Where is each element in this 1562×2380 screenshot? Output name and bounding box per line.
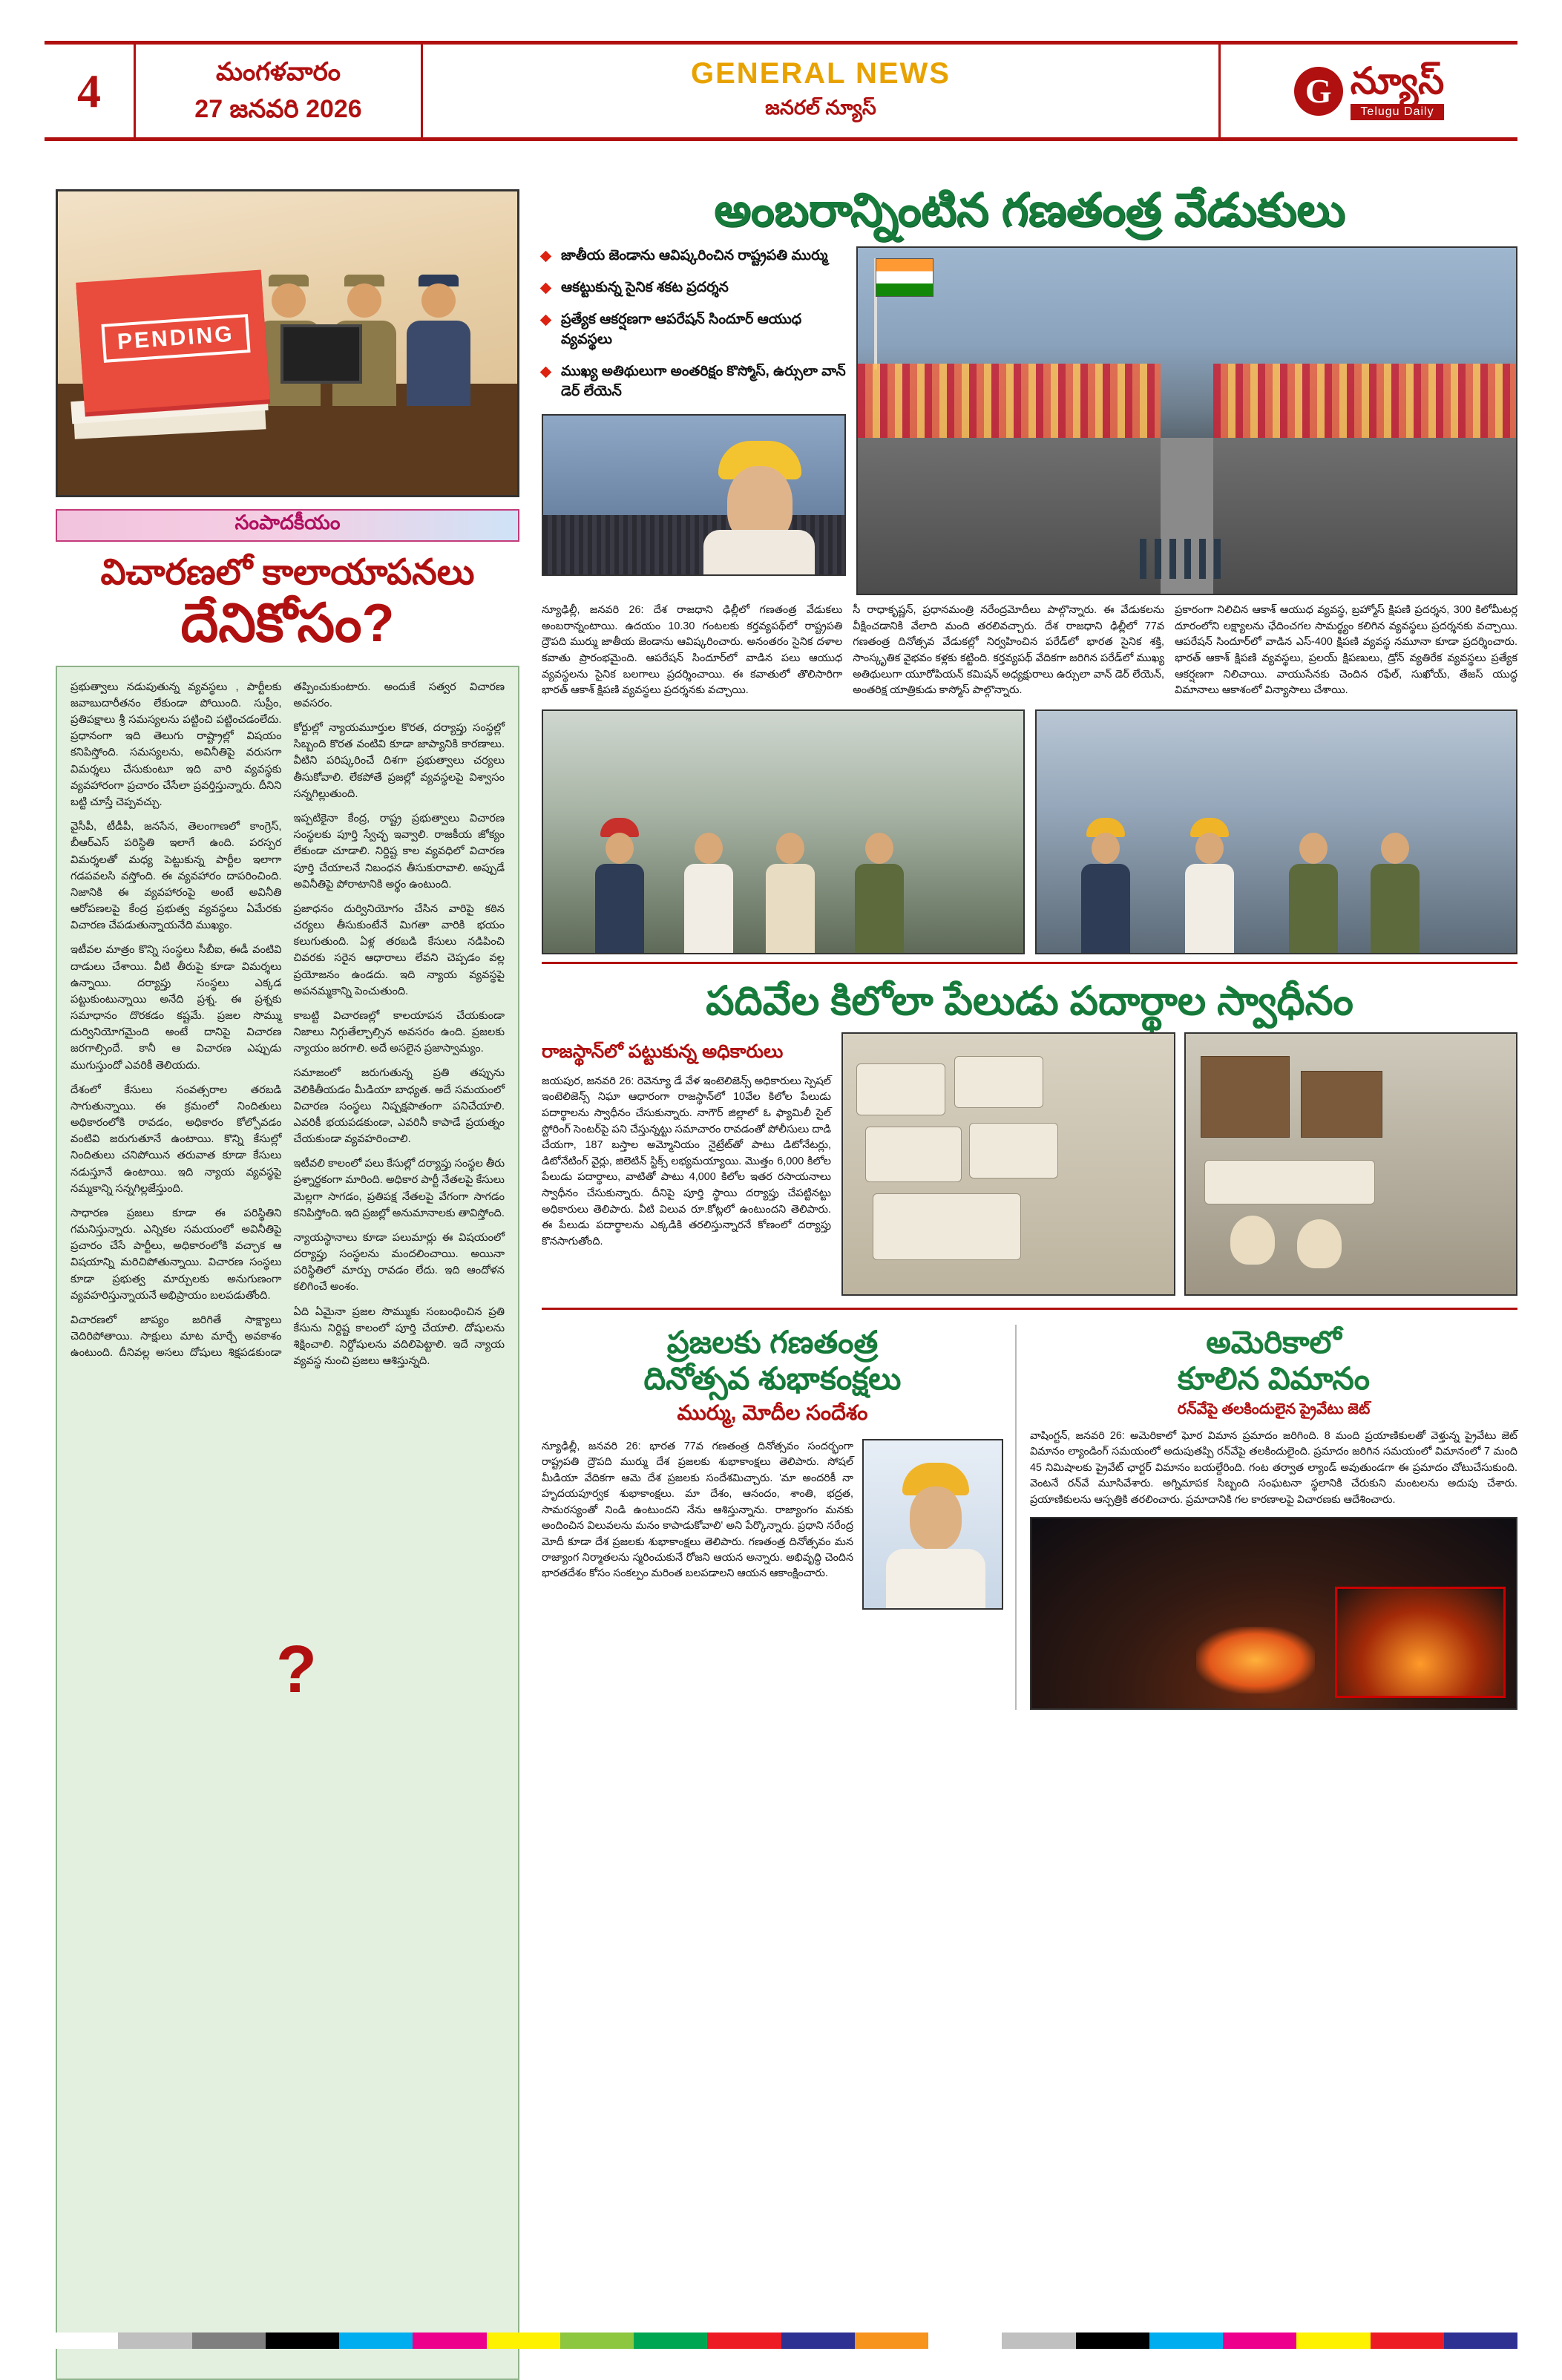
officer-figure — [1371, 833, 1420, 953]
face-shape — [910, 1486, 962, 1550]
logo-tagline: Telugu Daily — [1351, 104, 1445, 120]
color-swatch — [1444, 2333, 1517, 2349]
color-swatch — [781, 2333, 855, 2349]
editorial-paragraph: న్యాయస్థానాలు కూడా పలుమార్లు ఈ విషయంలో దర్యాప్తు సంస్థలను మందలించాయి. అయినా పరిస్థితిలో మార్పు రావడం లేదు. ఇది ఆందోళన కలిగించే అంశం. — [293, 1231, 505, 1294]
sack-shape — [969, 1123, 1058, 1178]
explosives-sacks-photo — [841, 1032, 1175, 1296]
editorial-paragraph: ఇటీవలి కాలంలో పలు కేసుల్లో దర్యాప్తు సంస్థల తీరు ప్రశ్నార్థకంగా మారింది. అధికార పార్టీ నేతలపై కేసులు మెల్లగా సాగడం, ప్రతిపక్ష నేతలపై వేగంగా సాగడం కనిపిస్తోంది. ఇది ప్రజల్లో అనుమానాలకు తావిస్తోంది. — [293, 1158, 505, 1219]
question-mark-ornament: ? — [276, 1632, 317, 1707]
seizure-text-column — [542, 1032, 831, 1296]
color-swatch — [1149, 2333, 1223, 2349]
divider — [542, 1308, 1517, 1310]
print-color-bar — [45, 2333, 1517, 2349]
color-swatch — [707, 2333, 781, 2349]
editorial-paragraph: ఏది ఏమైనా ప్రజల సొమ్ముకు సంబంధించిన ప్రతి కేసును నిర్దిష్ట కాలంలో పూర్తి చేయాలి. దోషులను శిక్షించాలి. నిర్దోషులను వదిలిపెట్టాలి. ఇదే న్యాయ వ్యవస్థ నుంచి ప్రజలు ఆశిస్తున్నది. — [293, 1305, 505, 1368]
attire-shape — [886, 1549, 985, 1608]
republic-day-headline: అంబరాన్నింటిన గణతంత్ర వేడుకులు — [714, 185, 1345, 236]
editorial-headline-line1: విచారణలో కాలాయాపనలు — [100, 553, 475, 592]
sack-shape — [954, 1056, 1043, 1108]
guest-figure — [766, 833, 815, 953]
republic-day-top-block — [542, 246, 1517, 595]
troop-figure — [1140, 539, 1146, 579]
editorial-paragraph: ప్రజాధనం దుర్వినియోగం చేసిన వారిపై కఠిన చర్యలు తీసుకుంటేనే మిగతా వారికి భయం కలుగుతుంది. ఏళ్ల తరబడి కేసులు నడిపించి చివరకు సరైన ఆధారాలు లేవని చెప్పడం వల్ల ప్రయోజనం ఉండదు. ఇది న్యాయ వ్యవస్థపై అపనమ్మకాన్ని పెంచుతుంది. — [293, 902, 505, 997]
sack-shape — [865, 1127, 962, 1182]
editorial-paragraph: దేశంలో కేసులు సంవత్సరాల తరబడి సాగుతున్నాయి. ఈ క్రమంలో నిందితులు అధికారంలోకి రావడం, అధికారం కోల్పోవడం వంటివి జరుగుతూనే ఉంటాయి. కొన్ని కేసుల్లో నిందితులు చనిపోయిన తరువాత కూడా కేసులు నడుస్తూనే ఉంటాయి. ఇది న్యాయ వ్యవస్థపై నమ్మకాన్ని సన్నగిల్లజేస్తుంది. — [70, 1084, 282, 1195]
editorial-photo — [56, 189, 519, 497]
section-title-en: GENERAL NEWS — [691, 57, 951, 90]
date-block — [134, 45, 423, 137]
news-column: సీ రాధాకృష్ణన్, ప్రధానమంత్రి నరేంద్రమోదీలు పాల్గొన్నారు. ఈ వేడుకలను వీక్షించడానికి వేలాది మంది తరలివచ్చారు. దేశ రాజధాని ఢిల్లీలో 77వ గణతంత్ర దినోత్సవ వేడుకల్లో నిర్వహించిన పరేడ్‌లో భారత సైనిక శక్తి, సాంస్కృతిక వైభవం కళ్లకు కట్టింది. కర్తవ్యపథ్ వేదికగా జరిగిన పరేడ్‌లో ముఖ్య అతిథులుగా యూరోపియన్ కమిషన్ అధ్యక్షురాలు ఉర్సులా వాన్ డెర్ లేయెన్, అంతరిక్ష యాత్రికుడు కాస్మోస్ పాల్గొన్నారు. — [853, 604, 1165, 697]
parade-hero-photo — [856, 246, 1517, 595]
editorial-paragraph: సాధారణ ప్రజలు కూడా ఈ పరిస్థితిని గమనిస్తున్నారు. ఎన్నికల సమయంలో అవినీతిపై ప్రచారం చేసే పార్టీలు, అధికారంలోకి వచ్చాక ఆ విషయాన్ని మరిచిపోతున్నాయి. విచారణ సంస్థలు కూడా ప్రభుత్వ మార్పులకు అనుగుణంగా వ్యవహరిస్తున్నాయనే అభిప్రాయం బలపడుతోంది. — [70, 1207, 282, 1302]
crash-subhead: రన్‌వేపై తలకిందులైన ప్రైవేటు జెట్ — [1177, 1400, 1371, 1417]
bullet-item: జాతీయ జెండాను ఆవిష్కరించిన రాష్ట్రపతి ముర్ము — [542, 246, 846, 266]
officer-figure — [855, 833, 904, 953]
pending-stamp: PENDING — [101, 314, 250, 363]
republic-day-text-columns — [542, 603, 1517, 699]
logo-letter-icon: G — [1294, 67, 1343, 116]
sack-shape — [1204, 1160, 1375, 1204]
troop-figure — [1184, 539, 1191, 579]
president-figure — [684, 833, 733, 953]
greetings-body-text: న్యూఢిల్లీ, జనవరి 26: భారత 77వ గణతంత్ర దినోత్సవం సందర్భంగా రాష్ట్రపతి ద్రౌపది ముర్ము దేశ ప్రజలకు శుభాకాంక్షలు తెలిపారు. సోషల్ మీడియా వేదికగా ఆమె దేశ ప్రజలకు సందేశమిచ్చారు. 'మా అందరికీ నా హృదయపూర్వక శుభాకాంక్షలు. మా దేశం, ఆనందం, శాంతి, భద్రత, సామరస్యంతో నిండి ఉంటుందని నేను ఆశిస్తున్నాను. రాజ్యాంగం మనకు అందించిన విలువలను మనం కాపాడుకోవాలి' అని పేర్కొన్నారు. ప్రధాని నరేంద్ర మోదీ కూడా దేశ ప్రజలకు శుభాకాంక్షలు తెలిపారు. గణతంత్ర దినోత్సవం మన రాజ్యాంగ నిర్మాతలను స్మరించుకునే రోజని ఆయన అన్నారు. అభివృద్ధి చెందిన భారతదేశం కోసం సంకల్పం మరింత బలపడాలని ఆయన ఆకాంక్షించారు. — [542, 1440, 853, 1580]
teddy-bear-shape — [1297, 1219, 1342, 1268]
bullet-item: ఆకట్టుకున్న సైనిక శకట ప్రదర్శన — [542, 278, 846, 298]
bullet-item: ముఖ్య అతిథులుగా అంతరిక్షం కొస్మోస్, ఉర్సులా వాన్ డెర్ లేయెన్ — [542, 362, 846, 402]
color-swatch — [339, 2333, 413, 2349]
president-portrait-photo — [862, 1439, 1003, 1610]
pm-figure — [1185, 818, 1234, 953]
editorial-paragraph: సమాజంలో జరుగుతున్న ప్రతి తప్పును వెలికితీయడం మీడియా బాధ్యత. అదే సమయంలో విచారణ సంస్థలు నిష్పక్షపాతంగా పనిచేయాలి. ఎవరికీ భయపడకుండా, ఎవరినీ కాపాడే ప్రయత్నం చేయకుండా వ్యవహరించాలి. — [293, 1067, 505, 1146]
crash-scene-photo — [1030, 1517, 1517, 1710]
editorial-paragraph: ఇటీవల మాత్రం కొన్ని సంస్థలు సీబీఐ, ఈడీ వంటివి దాడులు చేశాయి. వీటి తీరుపై కూడా విమర్శలు ఉన్నాయి. దర్యాప్తు సంస్థలు ఎక్కడ పట్టుకుంటున్నాయి అనేది ప్రశ్న. ఈ ప్రశ్నకు సమాధానం దొరకడం కష్టమే. ప్రజల సొమ్ము దుర్వినియోగమైంది అంటే దానిపై విచారణ జరగాల్సిందే. కానీ ఆ విచారణ ఎప్పుడు ముగుస్తుందో ఎవరికీ తెలియదు. — [70, 944, 282, 1072]
editorial-paragraph: కాబట్టి విచారణల్లో కాలయాపన చేయకుండా నిజాలు నిగ్గుతేల్చాల్సిన అవసరం ఉంది. ప్రజలకు న్యాయం జరగాలి. అదే అసలైన ప్రజాస్వామ్యం. — [293, 1009, 505, 1055]
greetings-headline-line2: దినోత్సవ శుభాకంక్షలు — [643, 1360, 902, 1396]
color-swatch — [1296, 2333, 1370, 2349]
president-carriage-photo — [542, 709, 1025, 954]
date-label: 27 జనవరి 2026 — [194, 94, 362, 123]
color-swatch — [1371, 2333, 1444, 2349]
masthead — [45, 41, 1517, 141]
editorial-paragraph: వైసీపీ, టీడీపీ, జనసేన, తెలంగాణలో కాంగ్రెస్, బీఆర్ఎస్ పరిస్థితి ఇలాగే ఉంది. పరస్పర విమర్శలతో మధ్య పెట్టుకున్న పార్టీల ఇలాగా గడపవలసి వస్తోంది. ఈ వ్యవహారం దాపరించింది. నిజానికి ఈ వ్యవహారంపై అంటే అవినీతి ఆరోపణలపై కేంద్ర ప్రభుత్వ వ్యవస్థలు ఏమేరకు విచారణ చేపడుతున్నాయనేది ముఖ్యం. — [70, 821, 282, 932]
crash-body-text: వాషింగ్టన్, జనవరి 26: అమెరికాలో ఘోర విమాన ప్రమాదం జరిగింది. 8 మంది ప్రయాణికులతో వెళ్తున్న ప్రైవేటు జెట్ విమానం ల్యాండింగ్ సమయంలో అదుపుతప్పి రన్‌వేపై తలకిందులైంది. ప్రమాదం జరిగిన సమయంలో విమానంలో 7 మంది 45 నిమిషాలకు ప్రైవేట్ ఛార్టర్ విమానం బయల్దేరింది. గంట తర్వాత ల్యాండ్ అవుతుండగా ఈ ప్రమాదం చోటుచేసుకుంది. వెంటనే రన్‌వే మూసివేశారు. అగ్నిమాపక సిబ్బంది సంఘటనా స్థలానికి చేరుకుని మంటలను అదుపు చేశారు. ప్రయాణికులను ఆస్పత్రికి తరలించారు. ప్రమాదానికి గల కారణాలపై విచారణకు ఆదేశించారు. — [1030, 1429, 1517, 1506]
crash-story — [1030, 1325, 1517, 1710]
color-swatch — [413, 2333, 486, 2349]
color-swatch — [560, 2333, 634, 2349]
republic-day-bullet-list — [542, 246, 846, 595]
troop-figure — [1169, 539, 1176, 579]
seizure-block — [542, 1032, 1517, 1296]
news-column: ప్రకారంగా నిలిచిన ఆకాశ్ ఆయుధ వ్యవస్థ, బ్రహ్మోస్ క్షిపణి ప్రదర్శన, 300 కిలోమీటర్ల దూరంలోని లక్ష్యాలను ఛేదించగల సామర్థ్యం కలిగిన వ్యవస్థలు ప్రదర్శనకు వచ్చాయి. ఆపరేషన్ సిందూర్‌లో వాడిన ఎస్-400 క్షిపణి వ్యవస్థ నమూనా కూడా ప్రదర్శించారు. భారత్ ఆకాశ్ క్షిపణి వ్యవస్థలు, ప్రలయ్ క్షిపణులు, డ్రోన్ వ్యతిరేక వ్యవస్థలు ప్రత్యేక ఆకర్షణగా నిలిచాయి. వాయుసేనకు చెందిన రఫేల్, సుఖోయ్, తేజస్ యుద్ధ విమానాలు ఆకాశంలో విన్యాసాలు చేశాయి. — [1175, 604, 1517, 697]
color-swatch — [634, 2333, 707, 2349]
color-swatch — [1076, 2333, 1149, 2349]
troop-figure — [1199, 539, 1206, 579]
publication-logo — [1221, 45, 1517, 137]
color-swatch — [1223, 2333, 1296, 2349]
color-swatch — [487, 2333, 560, 2349]
section-title-block — [423, 45, 1221, 137]
editorial-paragraph: విచారణలో జాప్యం జరిగితే సాక్ష్యాలు చెదిరిపోతాయి. సాక్షులు మాట మార్చే అవకాశం ఉంటుంది. దీనివల్ల అసలు దోషులు శిక్షపడకుండా తప్పించుకుంటారు. అందుకే సత్వర విచారణ అవసరం. — [70, 681, 505, 1360]
crate-shape — [1201, 1056, 1290, 1138]
officer-figure — [1289, 833, 1338, 953]
weekday-label: మంగళవారం — [216, 58, 341, 87]
teddy-bear-shape — [1230, 1216, 1275, 1265]
guard-figure — [595, 818, 644, 953]
editorial-body — [56, 666, 519, 2380]
crash-headline-line1: అమెరికాలో — [1206, 1325, 1342, 1360]
indian-flag-icon — [876, 258, 933, 297]
seizure-body: జయపుర, జనవరి 26: రెవెన్యూ డే వేళ ఇంటెలిజెన్స్ అధికారులు స్పెషల్ ఇంటెలిజెన్స్ నిఘా ఆధారంగా రాజస్థాన్‌లో 10వేల కిలోల పేలుడు పదార్థాలను స్వాధీనం చేసుకున్నారు. నాగౌర్ జిల్లాలో ఓ ఫ్యామిలీ సైల్ స్టోరింగ్ సెంటర్‌పై పని చేస్తున్నట్టు సమాచారం రావడంతో పోలీసులు దాడి చేయగా, 187 బస్తాల అమ్మోనియం నైట్రేట్‌తో పాటు డిటోనేటర్లు, డిటోనేటింగ్ వైర్లు, జిలెటిన్ స్టిక్స్ లభ్యమయ్యాయి. మొత్తం 6,000 కిలోల పేలుడు పదార్థాలు, వాటితో పాటు 4,000 కిలోల ఇతర రసాయనాలు స్వాధీనం చేసుకున్నారు. దీనిపై పూర్తి స్థాయి దర్యాప్తు చేపట్టినట్టు అధికారులు తెలిపారు. వీటి విలువ రూ.కోట్లలో ఉంటుందని తెలిపారు. ఈ పేలుడు పదార్థాలను ఎక్కడికి తరలిస్తున్నారనే కోణంలో దర్యాప్తు కొనసాగుతోంది. — [542, 1075, 831, 1248]
color-swatch — [266, 2333, 339, 2349]
greetings-headline-line1: ప్రజలకు గణతంత్ర — [666, 1325, 879, 1360]
modi-flag-photo — [542, 414, 846, 576]
color-swatch — [45, 2333, 118, 2349]
troop-figure — [1214, 539, 1221, 579]
page-number: 4 — [77, 64, 101, 117]
crash-headline-line2: కూలిన విమానం — [1177, 1360, 1371, 1396]
color-swatch — [1002, 2333, 1075, 2349]
greetings-story — [542, 1325, 1017, 1710]
sack-shape — [873, 1193, 1021, 1260]
seizure-photo-row — [841, 1032, 1517, 1296]
officer-figure — [1081, 818, 1130, 953]
bottom-stories-row — [542, 1325, 1517, 1710]
editorial-paragraph: కోర్టుల్లో న్యాయమూర్తుల కొరత, దర్యాప్తు సంస్థల్లో సిబ్బంది కొరత వంటివి కూడా జాప్యానికి కారణాలు. వీటిని పరిష్కరించే దిశగా ప్రభుత్వాలు చర్యలు తీసుకోవాలి. లేకపోతే ప్రజల్లో వ్యవస్థలపై విశ్వాసం సన్నగిల్లుతుంది. — [293, 722, 505, 800]
editorial-banner — [56, 509, 519, 542]
logo-name: న్యూస్ — [1350, 59, 1445, 102]
sack-shape — [856, 1063, 945, 1115]
monitor-shape — [280, 324, 362, 384]
crate-shape — [1301, 1071, 1382, 1138]
main-content-area — [542, 186, 1517, 1710]
crash-inset-photo — [1335, 1587, 1506, 1698]
color-swatch — [928, 2333, 1002, 2349]
seizure-subhead: రాజస్థాన్‌లో పట్టుకున్న అధికారులు — [542, 1041, 784, 1063]
troop-figure — [1155, 539, 1161, 579]
republic-day-photo-row — [542, 709, 1517, 954]
seized-material-photo — [1184, 1032, 1518, 1296]
section-title-te: జనరల్ న్యూస్ — [765, 96, 876, 119]
color-swatch — [855, 2333, 928, 2349]
spectator-stand-left — [858, 364, 1161, 445]
bullet-item: ప్రత్యేక ఆకర్షణగా ఆపరేషన్ సిందూర్ ఆయుధ వ్యవస్థలు — [542, 310, 846, 350]
editorial-headline-line2: దేనికోసం? — [180, 594, 395, 654]
kurta-shape — [703, 530, 815, 574]
color-swatch — [118, 2333, 191, 2349]
fire-shape — [1196, 1627, 1315, 1694]
editorial-paragraph: ప్రభుత్వాలు నడుపుతున్న వ్యవస్థలు , పార్టీలకు జవాబుదారీతనం లేకుండా పోయింది. సుప్రీం, ప్రతిపక్షాలు శ్రీ సమస్యలను పట్టించి పట్టించడంలేదు. ప్రధానంగా ఇది తెలుగు రాష్ట్రాల్లో విషయం కనిపిస్తోంది. సమస్యలను, అవినీతిపై వరుసగా విమర్శలు చేసుకుంటూ ఇది వారి వ్యవస్థకు వ్యవహారంగా ప్రచారం చేసేలా ప్రవర్తిస్తున్నారు. దీనిని బట్టి చూస్తే చెప్పవచ్చు. — [70, 681, 282, 808]
greetings-subhead: ముర్ము, మోదీల సందేశం — [677, 1400, 868, 1424]
greetings-body-row — [542, 1439, 1003, 1610]
seizure-headline: పదివేల కిలోలా పేలుడు పదార్థాల స్వాధీనం — [706, 978, 1353, 1023]
pm-salute-photo — [1035, 709, 1518, 954]
news-column: న్యూఢిల్లీ, జనవరి 26: దేశ రాజధాని ఢిల్లీలో గణతంత్ర వేడుకలు అంబరాన్నంటాయి. ఉదయం 10.30 గంటలకు కర్తవ్యపథ్‌లో రాష్ట్రపతి ద్రౌపది ముర్ము జాతీయ జెండాను ఆవిష్కరించారు. అనంతరం సైనిక దళాల కవాతు ప్రారంభమైంది. ఆపరేషన్ సిందూర్‌లో వాడిన పలు ఆయుధ వ్యవస్థలను సైనిక బలగాలు ప్రదర్శించాయి. ఈ కవాతులో తొలిసారిగా భారత్ ఆకాశ్ క్షిపణి వ్యవస్థలు ప్రదర్శనకు వచ్చాయి. — [542, 604, 843, 697]
editorial-column — [56, 189, 519, 2304]
editorial-banner-label: సంపాదకీయం — [234, 511, 341, 534]
editorial-paragraph: ఇప్పటికైనా కేంద్ర, రాష్ట్ర ప్రభుత్వాలు విచారణ సంస్థలకు పూర్తి స్వేచ్ఛ ఇవ్వాలి. రాజకీయ జోక్యం లేకుండా చూడాలి. నిర్దిష్ట కాల వ్యవధిలో విచారణ పూర్తి చేయాలనే నిబంధన తీసుకురావాలి. అప్పుడే అవినీతిపై పోరాటానికి అర్థం ఉంటుంది. — [293, 812, 505, 891]
divider — [542, 962, 1517, 964]
color-swatch — [192, 2333, 266, 2349]
spectator-stand-right — [1213, 364, 1516, 445]
officer-figure — [407, 275, 470, 406]
